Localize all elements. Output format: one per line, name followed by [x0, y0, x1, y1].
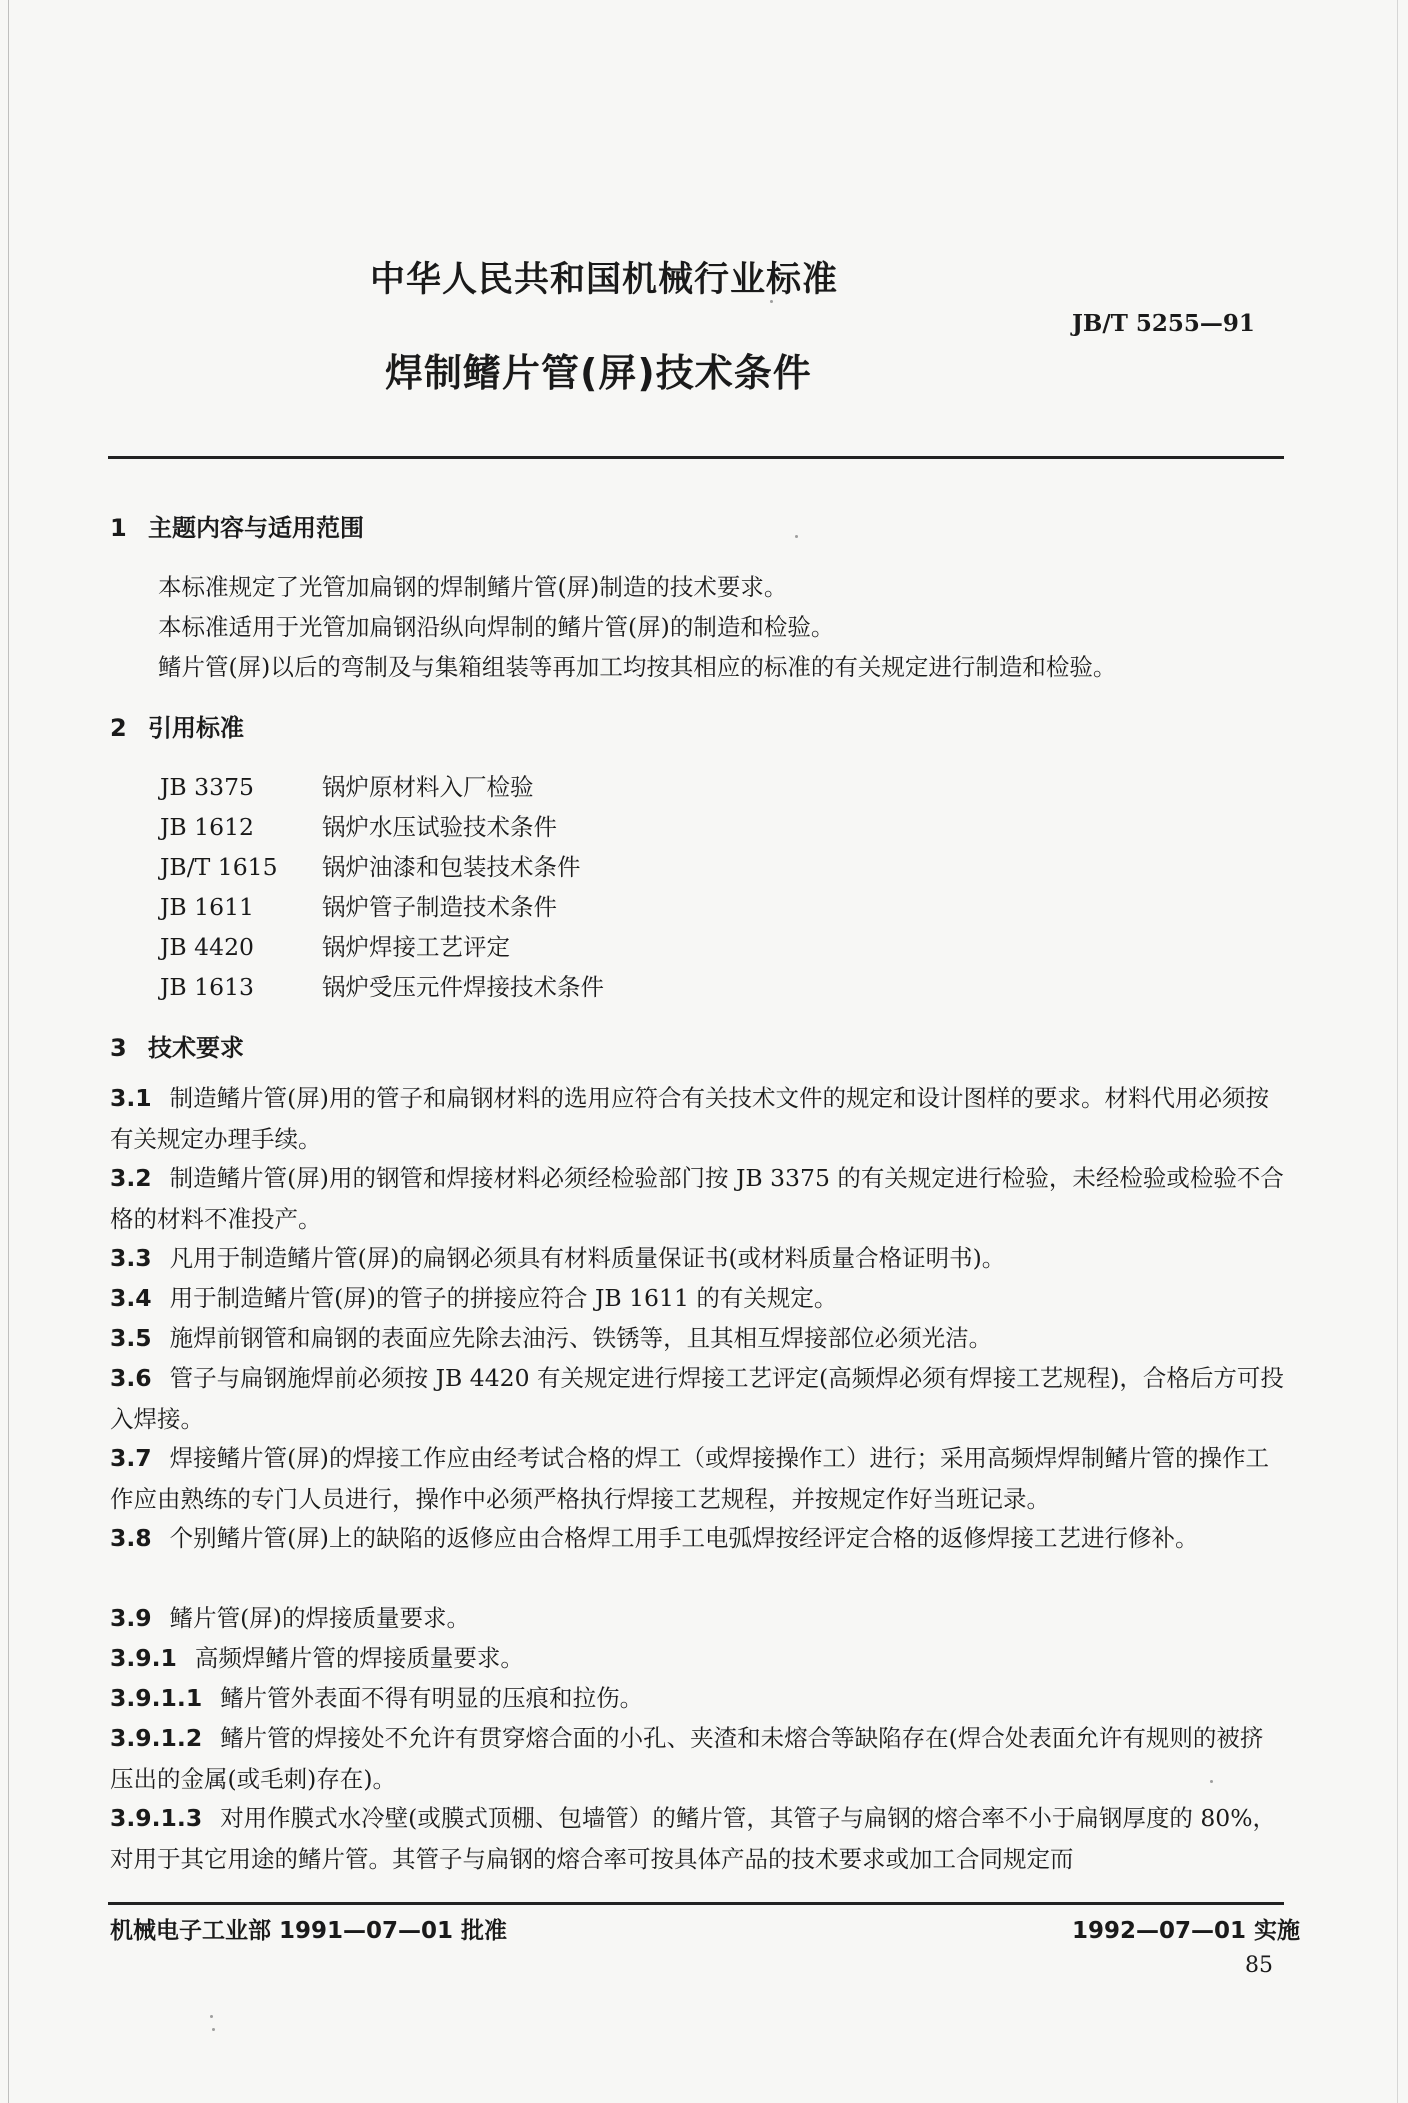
reference-item	[160, 848, 581, 882]
reference-code: JB 1612	[160, 813, 254, 841]
page-number: 85	[1245, 1953, 1273, 1978]
clause-number: 3.9.1	[110, 1644, 177, 1672]
section-2-heading	[110, 708, 244, 743]
reference-item	[160, 928, 510, 962]
clause-3-1	[110, 1078, 1285, 1160]
clause-text: 鳍片管的焊接处不允许有贯穿熔合面的小孔、夹渣和未熔合等缺陷存在(焊合处表面允许有规则的被挤压出的金属(或毛刺)存在)。	[110, 1724, 1264, 1793]
clause-3-6	[110, 1358, 1285, 1440]
clause-number: 3.9.1.3	[110, 1804, 203, 1832]
reference-code: JB 1611	[160, 893, 254, 921]
reference-name: 锅炉焊接工艺评定	[322, 933, 510, 961]
clause-number: 3.8	[110, 1524, 152, 1552]
clause-3-4	[110, 1278, 1285, 1319]
reference-name: 锅炉原材料入厂检验	[322, 773, 534, 801]
reference-code: JB 4420	[160, 933, 254, 961]
clause-number: 3.9	[110, 1604, 152, 1632]
clause-3-2	[110, 1158, 1285, 1240]
clause-number: 3.5	[110, 1324, 152, 1352]
clause-text: 施焊前钢管和扁钢的表面应先除去油污、铁锈等，且其相互焊接部位必须光洁。	[169, 1324, 993, 1352]
clause-text: 制造鳍片管(屏)用的管子和扁钢材料的选用应符合有关技术文件的规定和设计图样的要求。材料代用必须按有关规定办理手续。	[110, 1084, 1269, 1153]
section-title: 主题内容与适用范围	[148, 514, 364, 542]
clause-3-7	[110, 1438, 1285, 1520]
clause-3-9-1-3	[110, 1798, 1285, 1880]
clause-text: 用于制造鳍片管(屏)的管子的拼接应符合 JB 1611 的有关规定。	[169, 1284, 838, 1312]
clause-number: 3.9.1.2	[110, 1724, 203, 1752]
scan-speck	[770, 300, 773, 303]
reference-name: 锅炉油漆和包装技术条件	[322, 853, 581, 881]
section-number: 2	[110, 714, 127, 742]
reference-name: 锅炉管子制造技术条件	[322, 893, 557, 921]
scan-speck	[1210, 1780, 1213, 1783]
header-rule	[108, 456, 1284, 459]
clause-text: 鳍片管外表面不得有明显的压痕和拉伤。	[220, 1684, 644, 1712]
reference-code: JB/T 1615	[160, 853, 278, 881]
clause-number: 3.2	[110, 1164, 152, 1192]
clause-3-5	[110, 1318, 1285, 1359]
reference-code: JB 1613	[160, 973, 254, 1001]
document-title: 焊制鳍片管(屏)技术条件	[385, 351, 812, 395]
standard-organization: 中华人民共和国机械行业标准	[370, 260, 839, 300]
paragraph: 本标准适用于光管加扁钢沿纵向焊制的鳍片管(屏)的制造和检验。	[158, 613, 835, 641]
clause-text: 焊接鳍片管(屏)的焊接工作应由经考试合格的焊工（或焊接操作工）进行；采用高频焊焊制鳍片管的操作工作应由熟练的专门人员进行，操作中必须严格执行焊接工艺规程，并按规定作好当班记录。	[110, 1444, 1269, 1513]
reference-item	[160, 768, 534, 802]
clause-text: 个别鳍片管(屏)上的缺陷的返修应由合格焊工用手工电弧焊按经评定合格的返修焊接工艺进行修补。	[169, 1524, 1199, 1552]
standard-code: JB/T 5255—91	[1072, 310, 1255, 337]
approval-line: 机械电子工业部 1991—07—01 批准	[110, 1918, 508, 1944]
clause-text: 制造鳍片管(屏)用的钢管和焊接材料必须经检验部门按 JB 3375 的有关规定进行检验，未经检验或检验不合格的材料不准投产。	[110, 1164, 1284, 1233]
section-number: 3	[110, 1034, 127, 1062]
scan-speck	[795, 535, 798, 538]
effective-date: 1992—07—01 实施	[1072, 1918, 1301, 1944]
clause-text: 管子与扁钢施焊前必须按 JB 4420 有关规定进行焊接工艺评定(高频焊必须有焊接工艺规程)，合格后方可投入焊接。	[110, 1364, 1284, 1433]
section-title: 技术要求	[148, 1034, 244, 1062]
section-1-heading	[110, 508, 364, 543]
clause-text: 鳍片管(屏)的焊接质量要求。	[169, 1604, 470, 1632]
clause-text: 对用作膜式水冷壁(或膜式顶棚、包墙管）的鳍片管，其管子与扁钢的熔合率不小于扁钢厚度的 80%，对用于其它用途的鳍片管。其管子与扁钢的熔合率可按具体产品的技术要求或加工合同规定而	[110, 1804, 1277, 1873]
reference-name: 锅炉水压试验技术条件	[322, 813, 557, 841]
scan-edge-right	[1397, 0, 1398, 2103]
section-number: 1	[110, 514, 127, 542]
scan-speck	[212, 2028, 215, 2031]
clause-3-9-1-2	[110, 1718, 1285, 1800]
reference-name: 锅炉受压元件焊接技术条件	[322, 973, 604, 1001]
clause-number: 3.1	[110, 1084, 152, 1112]
clause-3-9	[110, 1598, 1285, 1639]
clause-number: 3.7	[110, 1444, 152, 1472]
clause-3-3	[110, 1238, 1285, 1279]
reference-item	[160, 968, 604, 1002]
footer-rule	[108, 1902, 1284, 1905]
section-3-heading	[110, 1028, 244, 1063]
clause-number: 3.9.1.1	[110, 1684, 203, 1712]
clause-number: 3.4	[110, 1284, 152, 1312]
clause-3-8	[110, 1518, 1285, 1559]
clause-number: 3.6	[110, 1364, 152, 1392]
section-title: 引用标准	[148, 714, 244, 742]
scan-speck	[210, 2015, 213, 2018]
paragraph: 鳍片管(屏)以后的弯制及与集箱组装等再加工均按其相应的标准的有关规定进行制造和检验。	[158, 653, 1117, 681]
reference-item	[160, 808, 557, 842]
clause-text: 凡用于制造鳍片管(屏)的扁钢必须具有材料质量保证书(或材料质量合格证明书)。	[169, 1244, 1006, 1272]
clause-text: 高频焊鳍片管的焊接质量要求。	[194, 1644, 524, 1672]
clause-3-9-1-1	[110, 1678, 1285, 1719]
reference-code: JB 3375	[160, 773, 254, 801]
clause-number: 3.3	[110, 1244, 152, 1272]
clause-3-9-1	[110, 1638, 1285, 1679]
reference-item	[160, 888, 557, 922]
paragraph: 本标准规定了光管加扁钢的焊制鳍片管(屏)制造的技术要求。	[158, 573, 788, 601]
scan-edge-left	[8, 0, 9, 2103]
